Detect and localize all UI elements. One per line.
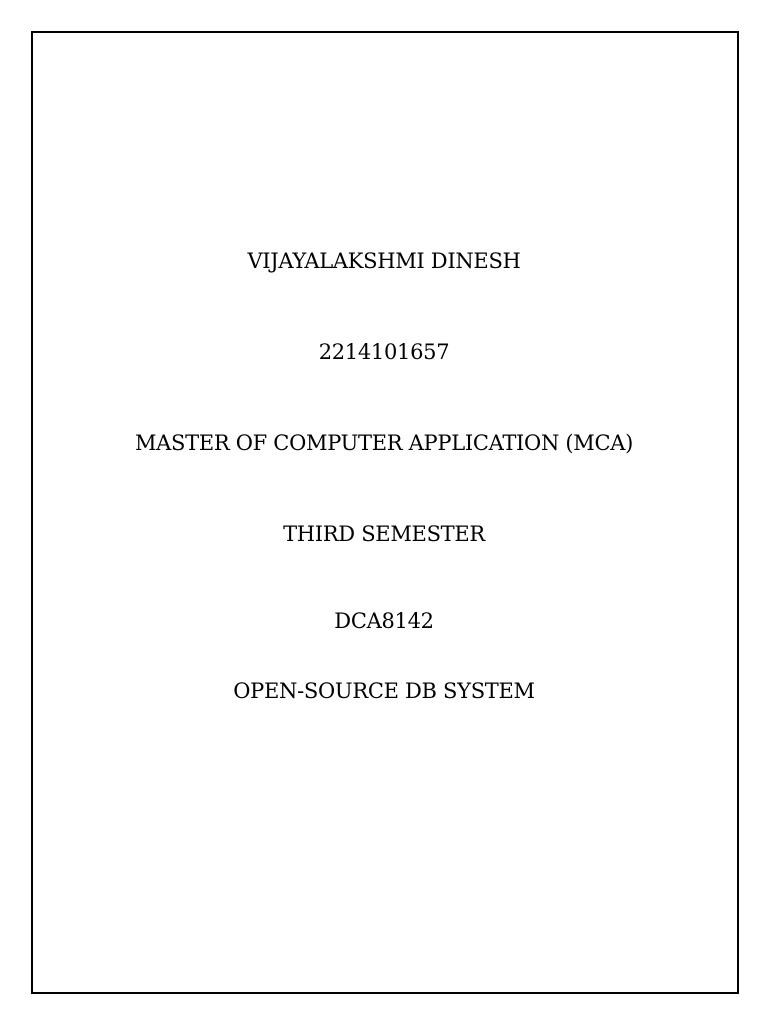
page-border (31, 31, 739, 994)
program-name: MASTER OF COMPUTER APPLICATION (MCA) (134, 431, 634, 455)
roll-number: 2214101657 (318, 340, 450, 364)
course-code: DCA8142 (334, 609, 434, 633)
student-name: VIJAYALAKSHMI DINESH (247, 249, 521, 273)
course-title: OPEN-SOURCE DB SYSTEM (233, 679, 535, 703)
semester: THIRD SEMESTER (283, 522, 485, 546)
